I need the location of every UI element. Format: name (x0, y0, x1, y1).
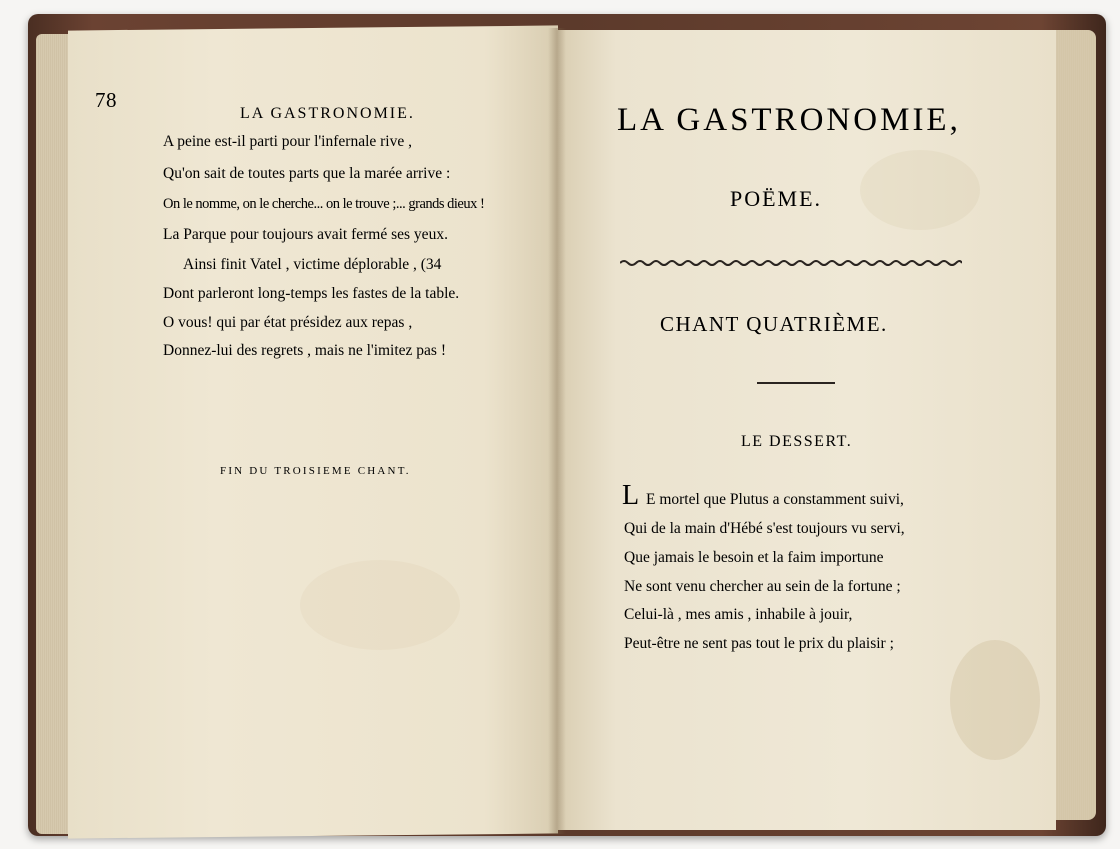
short-rule (757, 382, 835, 384)
verse-line: Que jamais le besoin et la faim importune (624, 549, 884, 566)
verse-line: A peine est-il parti pour l'infernale rive , (163, 133, 412, 150)
verse-line: Peut-être ne sent pas tout le prix du plaisir ; (624, 635, 894, 652)
verse-line: Qui de la main d'Hébé s'est toujours vu servi, (624, 520, 905, 537)
wavy-rule (620, 258, 962, 268)
verse-line: E mortel que Plutus a constamment suivi, (646, 491, 904, 508)
foxing-stain (950, 640, 1040, 760)
verse-line: La Parque pour toujours avait fermé ses yeux. (163, 226, 448, 243)
end-of-chant-note: FIN DU TROISIEME CHANT. (220, 465, 411, 477)
verse-line: Ainsi finit Vatel , victime déplorable , (34 (183, 256, 442, 273)
verse-line: Qu'on sait de toutes parts que la marée arrive : (163, 165, 451, 182)
section-heading: LE DESSERT. (741, 433, 853, 450)
page-number: 78 (95, 88, 117, 112)
verse-line: Celui-là , mes amis , inhabile à jouir, (624, 606, 853, 623)
book-subtitle: POËME. (730, 186, 823, 211)
drop-cap: L (622, 480, 640, 511)
chant-heading: CHANT QUATRIÈME. (660, 312, 888, 336)
book-gutter (548, 28, 566, 834)
foxing-stain (860, 150, 980, 230)
verse-line: Ne sont venu chercher au sein de la fortune ; (624, 578, 901, 595)
page-edges-right (1054, 30, 1096, 820)
verse-line: O vous! qui par état présidez aux repas , (163, 314, 413, 331)
book-title: LA GASTRONOMIE, (617, 102, 961, 138)
verse-line: Dont parleront long-temps les fastes de la table. (163, 285, 460, 302)
running-head: LA GASTRONOMIE. (240, 105, 415, 122)
verse-line: Donnez-lui des regrets , mais ne l'imitez pas ! (163, 342, 446, 359)
verse-line: On le nomme, on le cherche... on le trouve ;... grands dieux ! (163, 196, 485, 212)
foxing-stain (300, 560, 460, 650)
